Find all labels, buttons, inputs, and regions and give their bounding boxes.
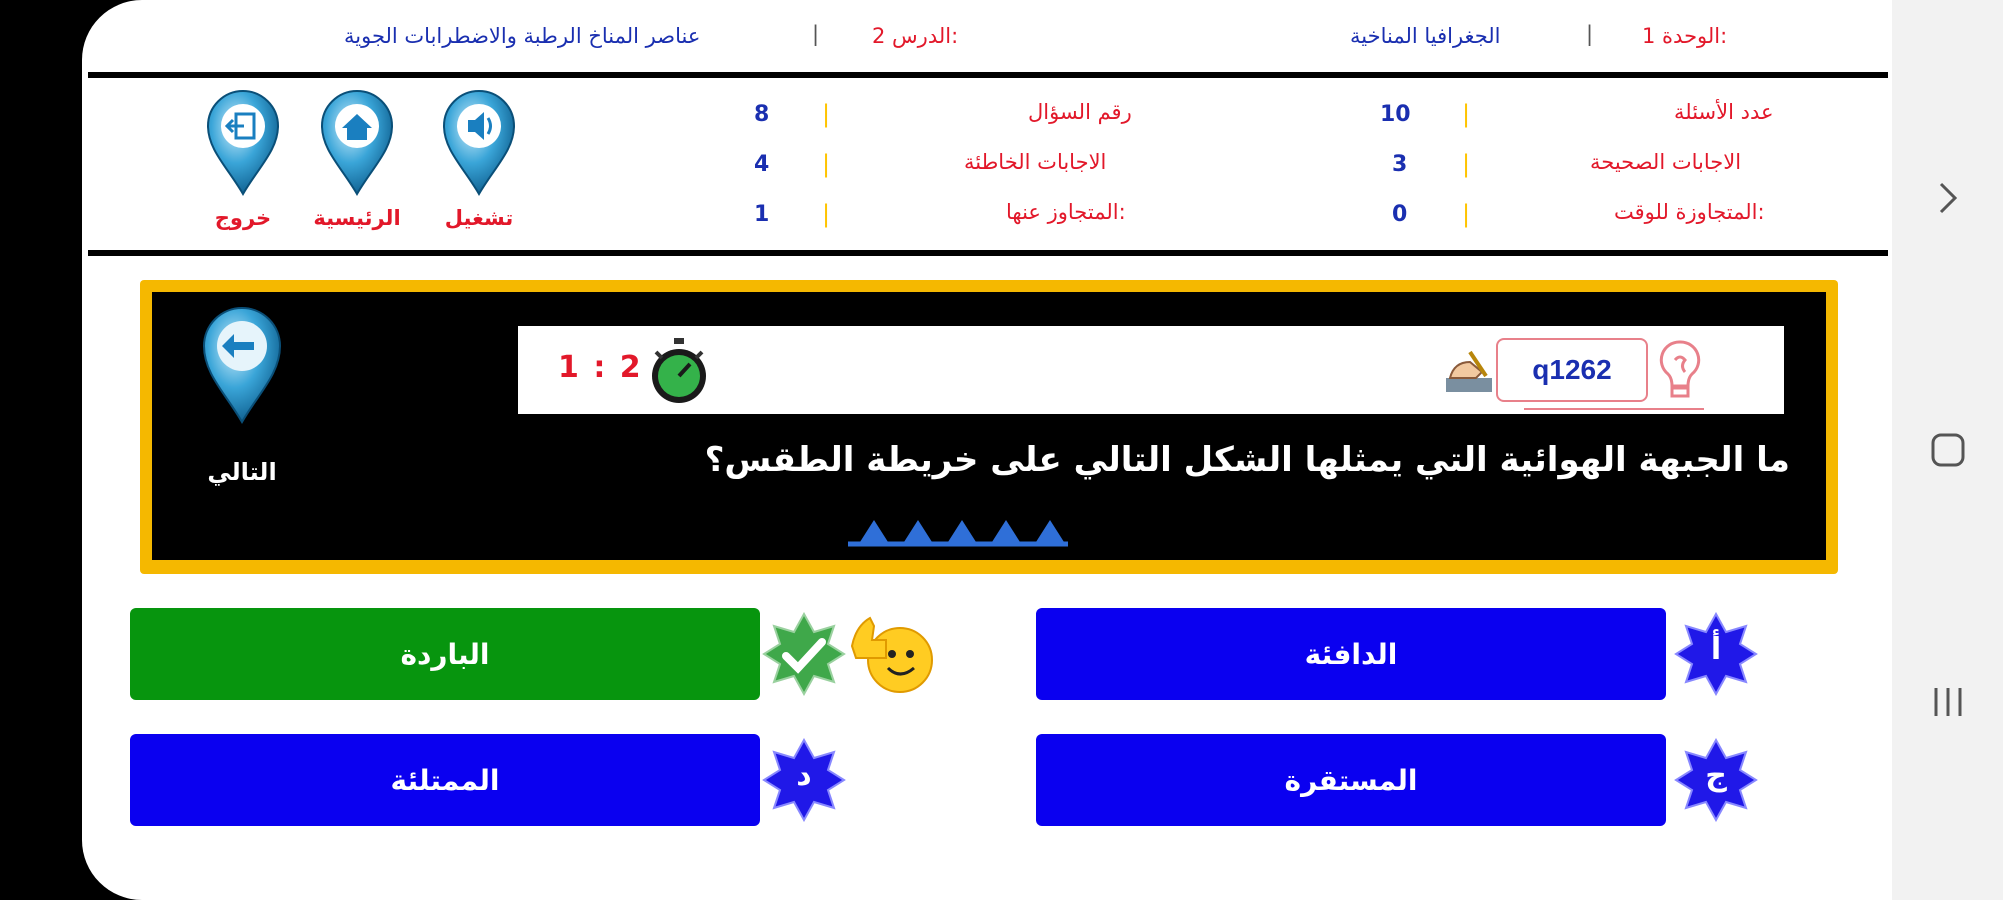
question-code: q1262 — [1532, 354, 1612, 385]
answer-text: الباردة — [400, 637, 490, 671]
answer-text: المستقرة — [1284, 763, 1418, 797]
answer-text: الدافئة — [1304, 637, 1398, 671]
question-info-bar — [518, 326, 1784, 414]
answer-text: الممتلئة — [390, 763, 500, 797]
cold-front-symbol — [848, 508, 1068, 548]
play-label: تشغيل — [444, 206, 514, 230]
timer-value: 1 : 2 — [558, 350, 643, 385]
correct-check-badge — [762, 612, 846, 696]
answer-letter-badge: أ — [1674, 612, 1758, 696]
check-badge-icon — [762, 612, 846, 696]
wrong-label: الاجابات الخاطئة — [964, 150, 1107, 174]
writing-hand-icon — [1440, 348, 1498, 398]
exit-button[interactable] — [198, 88, 288, 238]
speaker-pin-icon — [434, 88, 524, 198]
lightbulb-icon — [1656, 338, 1704, 402]
lesson-label: الدرس 2: — [872, 24, 959, 48]
questions-count-label: عدد الأسئلة — [1674, 100, 1774, 124]
answer-option-a[interactable] — [1036, 608, 1666, 700]
unit-label: الوحدة 1: — [1642, 24, 1728, 48]
play-button[interactable] — [434, 88, 524, 238]
skipped-label: المتجاوز عنها: — [1006, 200, 1126, 224]
answer-letter-badge: د — [762, 738, 846, 822]
nav-recents-button[interactable] — [1892, 662, 2003, 742]
answer-letter-badge: ج — [1674, 738, 1758, 822]
home-pin-icon — [312, 88, 402, 198]
correct-label: الاجابات الصحيحة — [1590, 150, 1742, 174]
recents-icon — [1928, 682, 1968, 722]
question-panel — [152, 292, 1826, 560]
thumbs-up-smiley-icon — [848, 612, 938, 698]
underline — [1524, 406, 1704, 412]
question-frame — [140, 280, 1838, 574]
question-number-value: 8 — [754, 102, 770, 127]
quiz-screen — [82, 0, 1892, 900]
next-label: التالي — [207, 458, 277, 486]
exit-label: خروج — [214, 206, 272, 230]
questions-count-value: 10 — [1380, 102, 1411, 127]
divider — [88, 72, 1888, 78]
exit-pin-icon — [198, 88, 288, 198]
timeout-label: المتجاوزة للوقت: — [1614, 200, 1765, 224]
chevron-right-icon — [1933, 178, 1963, 218]
answer-option-c[interactable] — [1036, 734, 1666, 826]
separator: | — [812, 22, 820, 46]
back-arrow-pin-icon — [192, 302, 292, 426]
question-number-label: رقم السؤال — [1028, 100, 1132, 124]
system-navigation-bar — [1892, 0, 2003, 900]
next-button[interactable] — [192, 302, 292, 502]
skipped-value: 1 — [754, 202, 770, 227]
correct-value: 3 — [1392, 152, 1408, 177]
nav-forward-button[interactable] — [1892, 158, 2003, 238]
home-button[interactable] — [312, 88, 402, 238]
timeout-value: 0 — [1392, 202, 1408, 227]
square-home-icon — [1928, 430, 1968, 470]
lesson-name: عناصر المناخ الرطبة والاضطرابات الجوية — [344, 24, 701, 48]
question-code-box — [1496, 338, 1648, 402]
separator: | — [1462, 100, 1471, 128]
home-label: الرئيسية — [313, 206, 401, 230]
separator: | — [1462, 200, 1471, 228]
question-text: ما الجبهة الهوائية التي يمثلها الشكل التالي على خريطة الطقس؟ — [704, 440, 1790, 480]
answer-option-b[interactable] — [130, 608, 760, 700]
stopwatch-icon — [648, 336, 710, 406]
separator: | — [822, 200, 831, 228]
separator: | — [1462, 150, 1471, 178]
unit-name: الجغرافيا المناخية — [1350, 24, 1501, 48]
divider — [88, 250, 1888, 256]
wrong-value: 4 — [754, 152, 770, 177]
separator: | — [1586, 22, 1594, 46]
separator: | — [822, 150, 831, 178]
answer-option-d[interactable] — [130, 734, 760, 826]
nav-home-button[interactable] — [1892, 410, 2003, 490]
separator: | — [822, 100, 831, 128]
